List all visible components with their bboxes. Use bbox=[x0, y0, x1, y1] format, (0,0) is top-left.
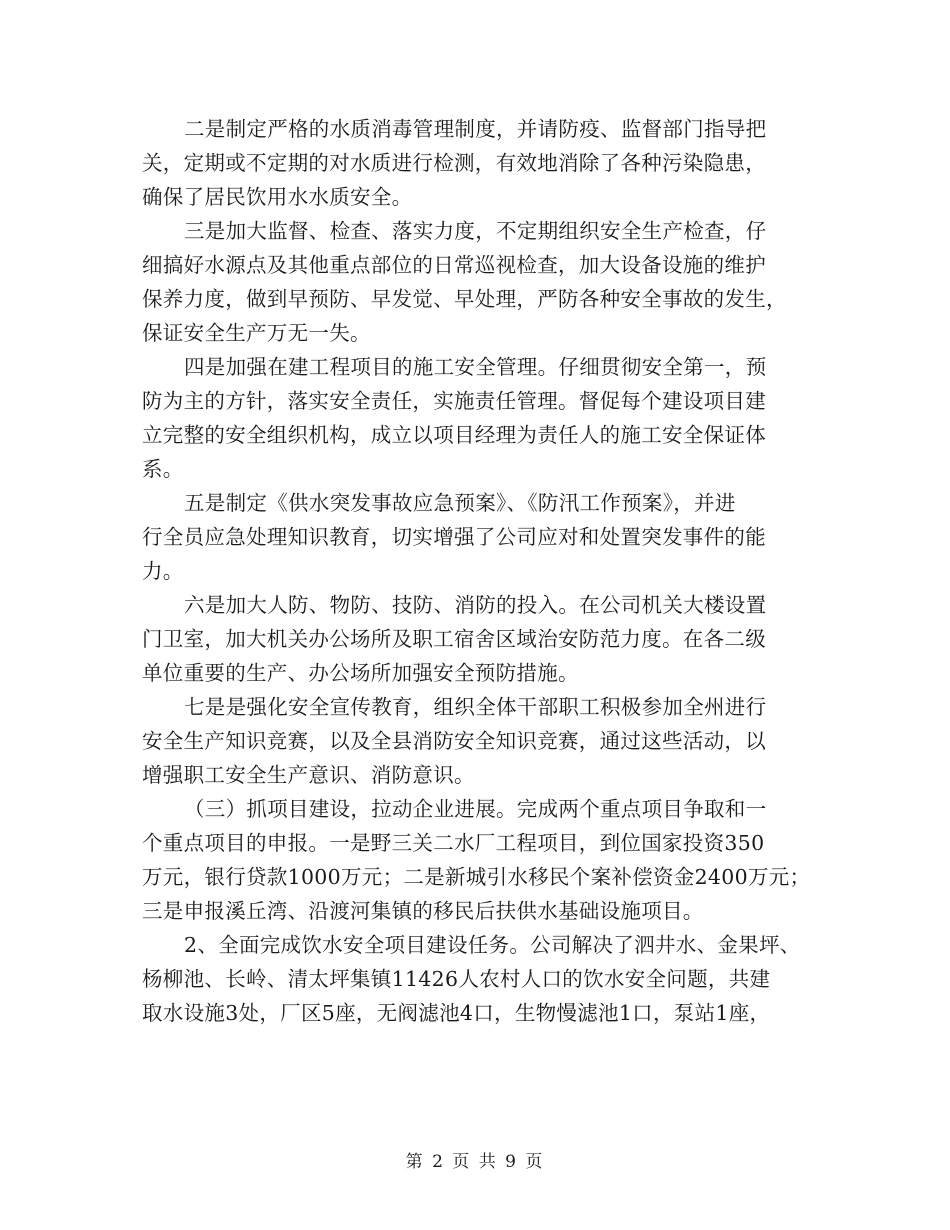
text-line: 杨柳池、长岭、清太坪集镇11426人农村人口的饮水安全问题，共建 bbox=[142, 967, 771, 991]
text-line: 二是制定严格的水质消毒管理制度，并请防疫、监督部门指导把 bbox=[184, 117, 767, 141]
text-line: 增强职工安全生产意识、消防意识。 bbox=[142, 763, 475, 787]
text-line: 五是制定《供水突发事故应急预案》、《防汛工作预案》，并进 bbox=[184, 491, 736, 515]
text-line: 细搞好水源点及其他重点部位的日常巡视检查，加大设备设施的维护 bbox=[142, 253, 766, 277]
page-footer: 第 2 页 共 9 页 bbox=[405, 1152, 545, 1172]
text-line: 保证安全生产万无一失。 bbox=[142, 321, 371, 345]
text-line: 2、全面完成饮水安全项目建设任务。公司解决了泗井水、金果坪、 bbox=[184, 933, 801, 957]
text-line: 确保了居民饮用水水质安全。 bbox=[142, 185, 413, 209]
text-line: 七是是强化安全宣传教育，组织全体干部职工积极参加全州进行 bbox=[184, 695, 767, 719]
text-line: 六是加大人防、物防、技防、消防的投入。在公司机关大楼设置 bbox=[184, 593, 767, 617]
text-line: 单位重要的生产、办公场所加强安全预防措施。 bbox=[142, 661, 579, 685]
paragraph bbox=[142, 588, 810, 690]
text-line: 个重点项目的申报。一是野三关二水厂工程项目，到位国家投资350 bbox=[142, 831, 765, 855]
text-line: 系。 bbox=[142, 457, 184, 481]
text-line: 门卫室，加大机关办公场所及职工宿舍区域治安防范力度。在各二级 bbox=[142, 627, 766, 651]
document-body bbox=[142, 112, 810, 1030]
paragraph bbox=[142, 486, 810, 588]
text-line: 防为主的方针，落实安全责任，实施责任管理。督促每个建设项目建 bbox=[142, 389, 766, 413]
text-line: 关，定期或不定期的对水质进行检测，有效地消除了各种污染隐患， bbox=[142, 151, 766, 175]
text-line: 力。 bbox=[142, 559, 184, 583]
paragraph bbox=[142, 792, 810, 928]
text-line: 三是加大监督、检查、落实力度，不定期组织安全生产检查，仔 bbox=[184, 219, 767, 243]
paragraph bbox=[142, 214, 810, 350]
text-line: 三是申报溪丘湾、沿渡河集镇的移民后扶供水基础设施项目。 bbox=[142, 899, 704, 923]
paragraph bbox=[142, 112, 810, 214]
paragraph bbox=[142, 928, 810, 1030]
text-line: 四是加强在建工程项目的施工安全管理。仔细贯彻安全第一，预 bbox=[184, 355, 767, 379]
text-line: 立完整的安全组织机构，成立以项目经理为责任人的施工安全保证体 bbox=[142, 423, 766, 447]
paragraph bbox=[142, 350, 810, 486]
text-line: 万元，银行贷款1000万元；二是新城引水移民个案补偿资金2400万元； bbox=[142, 865, 811, 889]
text-line: 行全员应急处理知识教育，切实增强了公司应对和处置突发事件的能 bbox=[142, 525, 766, 549]
text-line: 取水设施3处，厂区5座，无阀滤池4口，生物慢滤池1口，泵站1座， bbox=[142, 1001, 771, 1025]
text-line: （三）抓项目建设，拉动企业进展。完成两个重点项目争取和一 bbox=[184, 797, 767, 821]
text-line: 安全生产知识竞赛，以及全县消防安全知识竞赛，通过这些活动，以 bbox=[142, 729, 766, 753]
paragraph bbox=[142, 690, 810, 792]
text-line: 保养力度，做到早预防、早发觉、早处理，严防各种安全事故的发生， bbox=[142, 287, 787, 311]
